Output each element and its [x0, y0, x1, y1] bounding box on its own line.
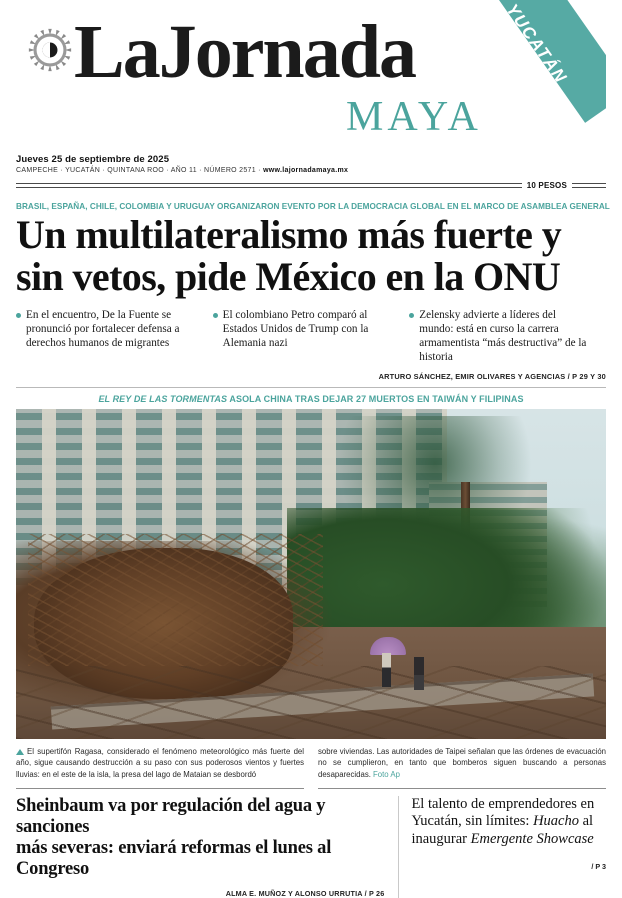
photo-pedestrian — [382, 653, 391, 687]
photo-kicker — [16, 394, 606, 404]
photo-caption — [16, 746, 606, 780]
photo-kicker-rest: ASOLA CHINA TRAS DEJAR 27 MUERTOS EN TAIWÁN Y FILIPINAS — [227, 394, 524, 404]
dateline-website[interactable]: www.lajornadamaya.mx — [263, 167, 349, 174]
dateline-places — [16, 167, 606, 174]
photo-section-divider — [16, 387, 606, 388]
masthead-logo-row — [28, 10, 415, 94]
bottom-story-right[interactable] — [398, 796, 606, 898]
bottom-right-headline-part1: El talento de emprendedores en Yucatán, sin límites: — [411, 795, 595, 830]
photo-caption-column-right — [318, 746, 606, 780]
bottom-rule-right — [318, 788, 606, 789]
bottom-right-headline-italic2: Emergente Showcase — [470, 830, 594, 847]
photo-caption-column-left — [16, 746, 304, 780]
bottom-right-pageref: / P 3 — [591, 862, 606, 872]
bullet-dot-icon — [213, 313, 218, 318]
rule-right — [572, 183, 606, 188]
lead-bullet-item[interactable] — [16, 308, 213, 364]
masthead — [16, 0, 606, 152]
bottom-left-byline: ALMA E. MUÑOZ Y ALONSO URRUTIA / P 26 — [225, 889, 385, 898]
bottom-right-headline — [411, 796, 606, 848]
bottom-stories — [16, 796, 606, 898]
photo-caption-left-text: El supertifón Ragasa, considerado el fenómeno meteorológico más fuerte del año, sigue causando destrucción a su paso con sus poderosos vientos y fuertes lluvias: en el este de la isla, la presa del lago de Mataian se desbordó — [16, 747, 304, 779]
price-label: 10 PESOS — [526, 180, 567, 190]
bottom-story-left[interactable] — [16, 796, 384, 898]
lead-bullet-item[interactable] — [409, 308, 606, 364]
photo-credit: Foto Ap — [373, 769, 400, 779]
caption-triangle-icon — [16, 749, 24, 755]
bottom-right-headline-part2: al inaugurar — [411, 813, 594, 847]
lead-bullet-text: En el encuentro, De la Fuente se pronunció por fortalecer defensa a derechos humanos de migrantes — [26, 309, 180, 349]
bottom-left-headline-line1: Sheinbaum va por regulación del agua y sanciones — [16, 795, 326, 837]
lead-bullet-text: El colombiano Petro comparó al Estados Unidos de Trump con la Alemania nazi — [222, 309, 369, 349]
lead-headline[interactable] — [16, 214, 606, 298]
dateline — [16, 154, 606, 192]
dateline-date: Jueves 25 de septiembre de 2025 — [16, 154, 170, 165]
rule-left — [16, 183, 522, 188]
lead-bullet-list — [16, 308, 606, 364]
lead-byline: ARTURO SÁNCHEZ, EMIR OLIVARES Y AGENCIAS / P 29 Y 30 — [378, 372, 606, 381]
photo-pedestrian — [414, 657, 424, 690]
lead-bullet-item[interactable] — [213, 308, 410, 364]
bottom-rule-left — [16, 788, 304, 789]
price-rule-row — [16, 178, 606, 192]
bottom-left-headline — [16, 796, 384, 880]
bottom-section-divider — [16, 788, 606, 789]
bottom-left-headline-line2: más severas: enviará reformas el lunes al Congreso — [16, 838, 332, 880]
bullet-dot-icon — [409, 313, 414, 318]
lead-headline-line1: Un multilateralismo más fuerte y — [16, 212, 562, 257]
masthead-subtitle: MAYA — [346, 94, 482, 140]
sun-gear-logo-icon — [28, 28, 72, 72]
bullet-dot-icon — [16, 313, 21, 318]
photo-ground-debris — [16, 666, 606, 739]
bottom-right-headline-italic1: Huacho — [533, 813, 579, 830]
photo-caption-right-text: sobre viviendas. Las autoridades de Taipei señalan que las órdenes de evacuación no se cumplieron, en tanto que bomberos siguen buscando a personas desaparecidas. — [318, 747, 606, 779]
lead-bullet-text: Zelensky advierte a líderes del mundo: está en curso la carrera armamentista “más destructiva” de la historia — [419, 309, 587, 363]
dateline-places-text: CAMPECHE · YUCATÁN · QUINTANA ROO · AÑO 11 · NÚMERO 2571 · — [16, 167, 264, 174]
lead-headline-line2: sin vetos, pide México en la ONU — [16, 254, 561, 299]
lead-photo — [16, 409, 606, 739]
photo-root-tangle — [28, 534, 323, 666]
lead-kicker: BRASIL, ESPAÑA, CHILE, COLOMBIA Y URUGUAY ORGANIZARON EVENTO POR LA DEMOCRACIA GLOBAL EN EL MARCO DE ASAMBLEA GENERAL — [16, 202, 610, 211]
photo-kicker-italic: EL REY DE LAS TORMENTAS — [98, 394, 228, 404]
yucatan-banner-label: YUCATÁN — [501, 0, 571, 87]
masthead-wordmark: LaJornada — [74, 10, 415, 94]
